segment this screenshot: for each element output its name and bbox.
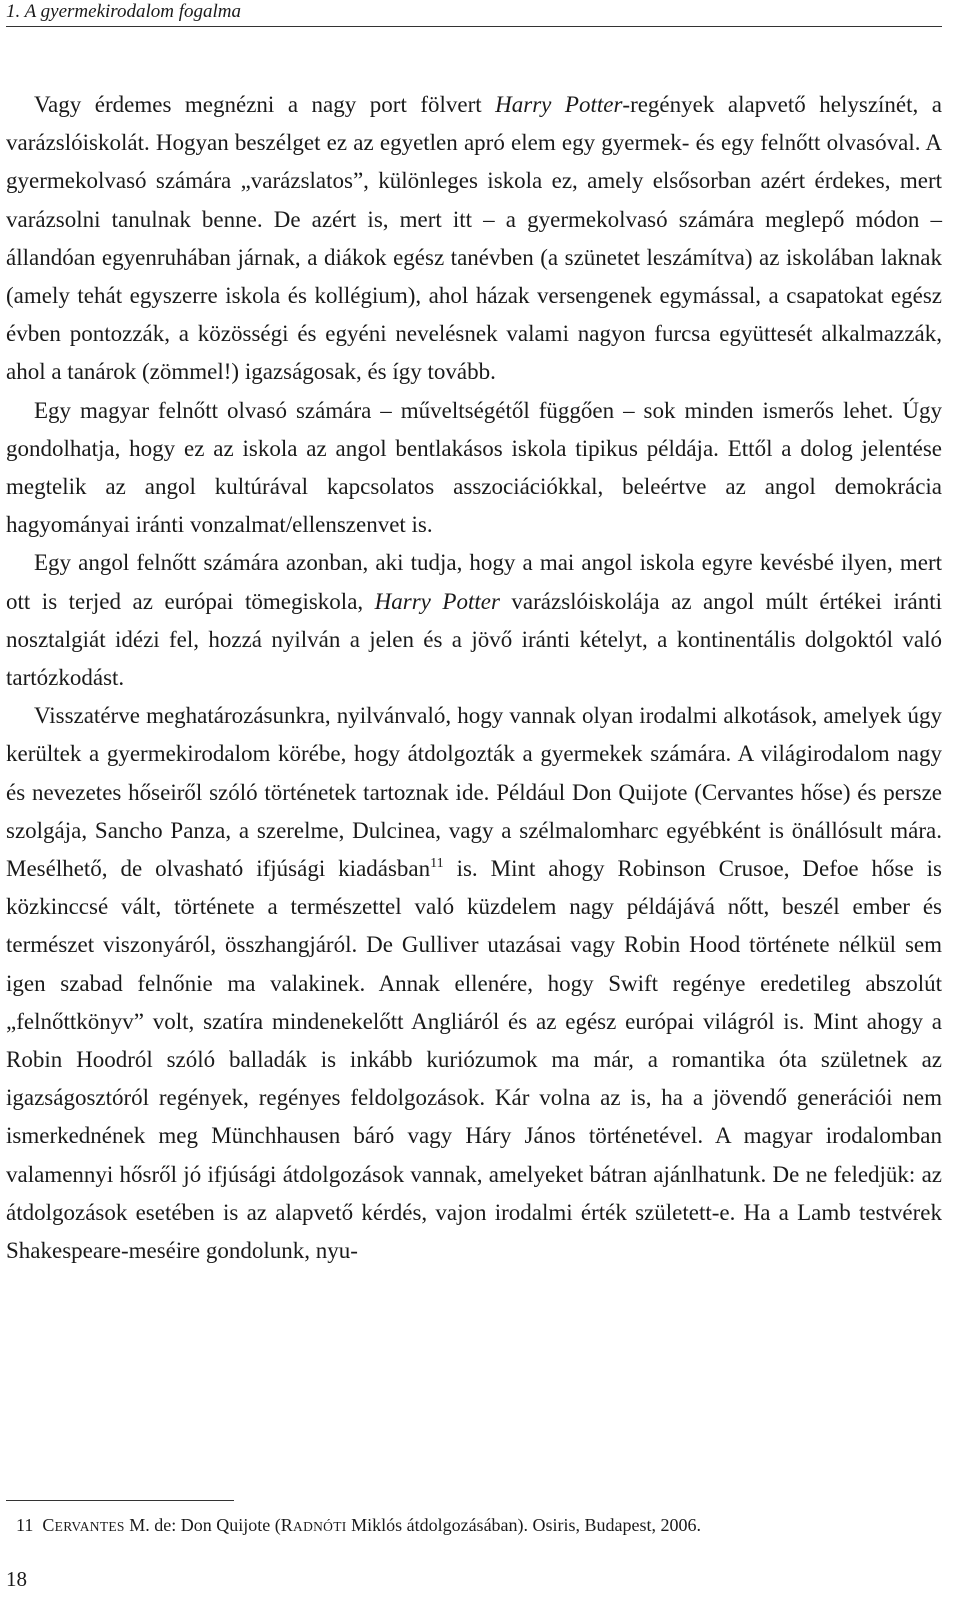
- running-header: [6, 0, 942, 27]
- paragraph-text: -regények alapvető helyszínét, a varázslóiskolát. Hogyan beszélget ez az egyetlen apró elem egy gyermek- és egy felnőtt olvasóval. A gyermekolvasó számára „varázslatos”, különleges iskola ez, amely elsősorban azért érdekes, mert varázsolni tanulnak benne. De azért is, mert itt – a gyermekolvasó számára meglepő módon – állandóan egyenruhában járnak, a diákok egész tanévben (a szünetet leszámítva) az iskolában laknak (amely tehát egyszerre iskola és kollégium), ahol házak versengenek egymással, a csapatokat egész évben pontozzák, a közösségi és egyéni nevelésnek valami nagyon furcsa együttesét alkalmazzák, ahol a tanárok (zömmel!) igazságosak, és így tovább.: [6, 92, 942, 385]
- footnote-text: Miklós átdolgozásában). Osiris, Budapest, 2006.: [346, 1515, 702, 1535]
- paragraph-text: Vagy érdemes megnézni a nagy port fölvert: [34, 92, 496, 117]
- paragraph-text: is. Mint ahogy Robinson Crusoe, Defoe hőse is közkinccsé vált, története a természettel való küzdelem nagy példájává nőtt, beszél ember és természet viszonyáról, összhangjáról. De Gulliver utazásai vagy Robin Hood története nélkül sem igen szabad felnőnie ma valakinek. Annak ellenére, hogy Swift regénye eredetileg abszolút „felnőttkönyv” volt, szatíra mindenekelőtt Angliáról és az egész európai világról is. Mint ahogy a Robin Hoodról szóló balladák is inkább kuriózumok ma már, a romantika óta születnek az igazságosztóról regények, regényes feldolgozások. Kár volna az is, ha a jövendő generációi nem ismerkednének meg Münchhausen báró vagy Háry János történetével. A magyar irodalomban valamennyi hősről jó ifjúsági átdolgozások vannak, amelyeket bátran ajánlhatunk. De ne feledjük: az átdolgozások esetében is az alapvető kérdés, vajon irodalmi érték született-e. Ha a Lamb testvérek Shakespeare-meséire gondolunk, nyu-: [6, 856, 942, 1264]
- paragraph-text: Egy magyar felnőtt olvasó számára – műveltségétől függően – sok minden ismerős lehet. Úgy gondolhatja, hogy ez az iskola az angol bentlakásos iskola tipikus példája. Ettől a dolog jelentése megtelik az angol kultúrával kapcsolatos asszociációkkal, beleértve az angol demokrácia hagyományai iránti vonzalmat/ellenszenvet is.: [6, 397, 942, 538]
- footnote-divider: [6, 1500, 234, 1501]
- page-number: 18: [6, 1567, 27, 1591]
- footnote-number: 11: [16, 1515, 34, 1535]
- paragraph-2: [6, 392, 942, 545]
- paragraph-text: Egy angol felnőtt számára azonban, aki tudja, hogy a mai angol iskola egyre kevésbé ilyen, mert ott is terjed az európai tömegiskola,: [6, 550, 942, 614]
- book-title-italic: Harry Potter: [374, 588, 500, 614]
- book-title-italic: Harry Potter: [495, 92, 623, 117]
- body-text: [6, 86, 942, 1270]
- footnote-reference[interactable]: 11: [430, 856, 444, 872]
- footnote-text: M. de: Don Quijote (: [124, 1515, 281, 1535]
- paragraph-text: varázslóiskolája az angol múlt értékei iránti nosztalgiát idézi fel, hozzá nyilván a jelen és a jövő iránti kételyt, a kontinentális dolgoktól való tartózkodást.: [6, 588, 942, 691]
- footnote-translator: RADNÓTI: [280, 1515, 347, 1535]
- footnote: [16, 1513, 936, 1539]
- paragraph-1: [6, 86, 942, 392]
- paragraph-3: [6, 544, 942, 697]
- paragraph-text: Visszatérve meghatározásunkra, nyilvánvaló, hogy vannak olyan irodalmi alkotások, amelyek úgy kerültek a gyermekirodalom körébe, hogy átdolgozták a gyermekek számára. A világirodalom nagy és nevezetes hőseiről szóló történetek tartoznak ide. Például Don Quijote (Cervantes hőse) és persze szolgája, Sancho Panza, a szerelme, Dulcinea, vagy a szélmalomharc egyébként is önállósult mára. Mesélhető, de olvasható ifjúsági kiadásban: [6, 703, 942, 882]
- footnote-author: CERVANTES: [42, 1515, 125, 1535]
- chapter-title: 1. A gyermekirodalom fogalma: [6, 1, 242, 22]
- paragraph-4: [6, 697, 942, 1270]
